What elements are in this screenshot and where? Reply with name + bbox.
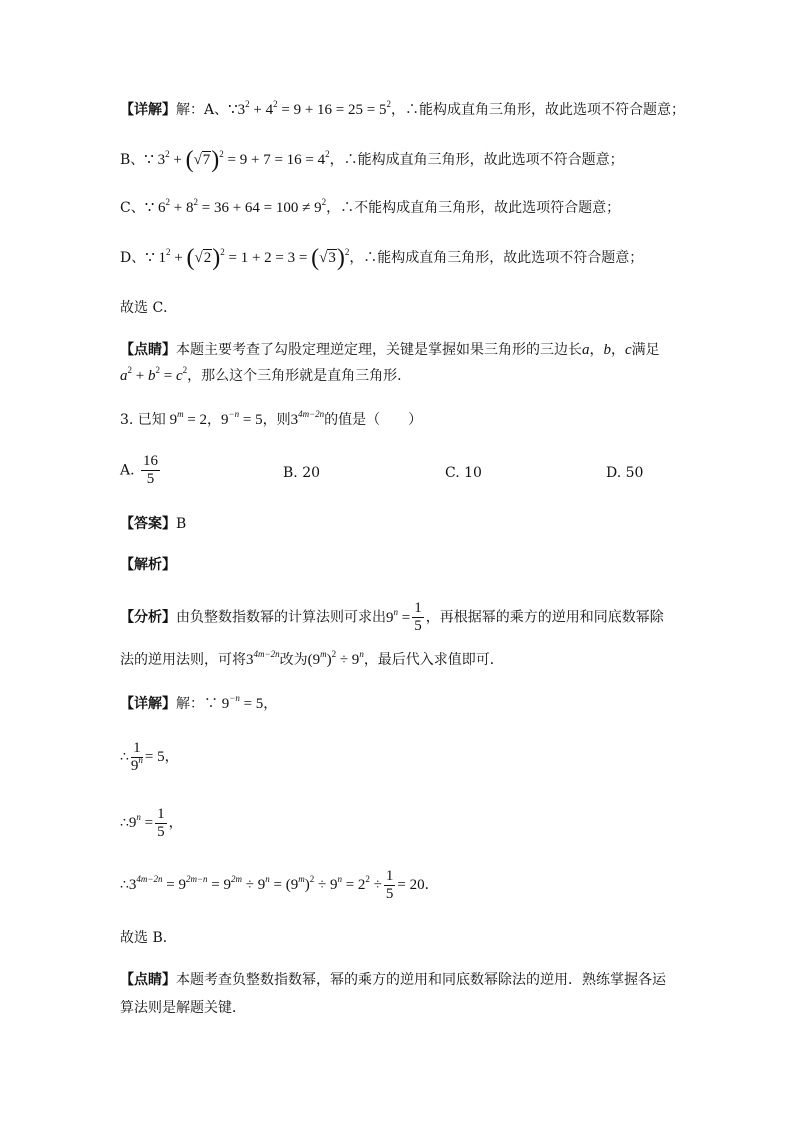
- option-b: B. 20: [283, 465, 321, 481]
- detail-label: 【详解】: [120, 102, 176, 118]
- choose-b: 故选 B．: [120, 930, 177, 946]
- answer-label: 【答案】: [120, 516, 176, 532]
- option-d: D. 50: [606, 465, 644, 481]
- analysis-line1: 【分析】由负整数指数幂的计算法则可求出$9^n$ = $\frac{1}{5}$ ，再根据幂的乘方的逆用和同底数幂除: [120, 600, 664, 634]
- choose-c: 故选 C．: [120, 300, 178, 316]
- detail2-step3: $\therefore 3^{4m-2n} = 9^{2m-n} = 9^{2m} \div 9^n = (9^m)^2 \div 9^n = 2^2$ ÷ $\frac{1}{5}$ = 20．: [120, 867, 439, 902]
- comment2-line2: 算法则是解题关键．: [120, 1000, 246, 1016]
- comment1-label: 【点睛】: [120, 342, 176, 358]
- detail-line-a: 【详解】解：A、$\because 3^2 + 4^2 = 9 + 16 = 25 = 5^2$，∴能构成直角三角形，故此选项不符合题意；: [120, 99, 685, 118]
- detail2-label: 【详解】: [120, 696, 176, 712]
- detail2-step2: $\therefore 9^n$ = $\frac{1}{5}$ ，: [120, 805, 183, 840]
- answer-value: B: [176, 516, 187, 532]
- detail-line-c: C、∵ $6^2 + 8^2 = 36 + 64 = 100 \ne 9^2$，∴不能构成直角三角形，故此选项符合题意；: [120, 197, 621, 216]
- detail2-line1: 【详解】解：∵ $9^{-n} = 5$，: [120, 693, 278, 712]
- option-c: C. 10: [445, 465, 482, 481]
- option-a: A. $\frac{16}{5}$: [120, 453, 159, 487]
- detail-line-d: D、∵ $1^2 + (√2)^2 = 1 + 2 = 3 = (√3)^2$，∴能构成直角三角形，故此选项不符合题意；: [120, 245, 644, 271]
- comment1-line1: 【点睛】本题主要考查了勾股定理逆定理，关键是掌握如果三角形的三边长a，b，c满足: [120, 342, 660, 358]
- comment2-line1: 【点睛】本题考查负整数指数幂，幂的乘方的逆用和同底数幂除法的逆用．熟练掌握各运: [120, 972, 666, 988]
- detail2-step1: ∴ $\frac{1}{9^n}$ = 5，: [120, 739, 179, 774]
- analysis-heading: 【解析】: [120, 557, 176, 573]
- question3-stem: 3. 已知 $9^m = 2$，$9^{-n} = 5$，则$3^{4m-2n}$的值是（ ）: [120, 409, 423, 428]
- comment1-line2: $a^2 + b^2 = c^2$，那么这个三角形就是直角三角形．: [120, 365, 412, 384]
- answer-line: [120, 514, 186, 534]
- analysis-label: 【分析】: [120, 609, 176, 626]
- detail-line-b: B、∵ $3^2 + (√7)^2 = 9 + 7 = 16 = 4^2$，∴能构成直角三角形，故此选项不符合题意；: [120, 147, 624, 173]
- comment2-label: 【点睛】: [120, 972, 176, 988]
- analysis-line2: 法的逆用法则，可将$3^{4m-2n}$改为$(9^m)^2 \div 9^n$，最后代入求值即可．: [120, 649, 504, 668]
